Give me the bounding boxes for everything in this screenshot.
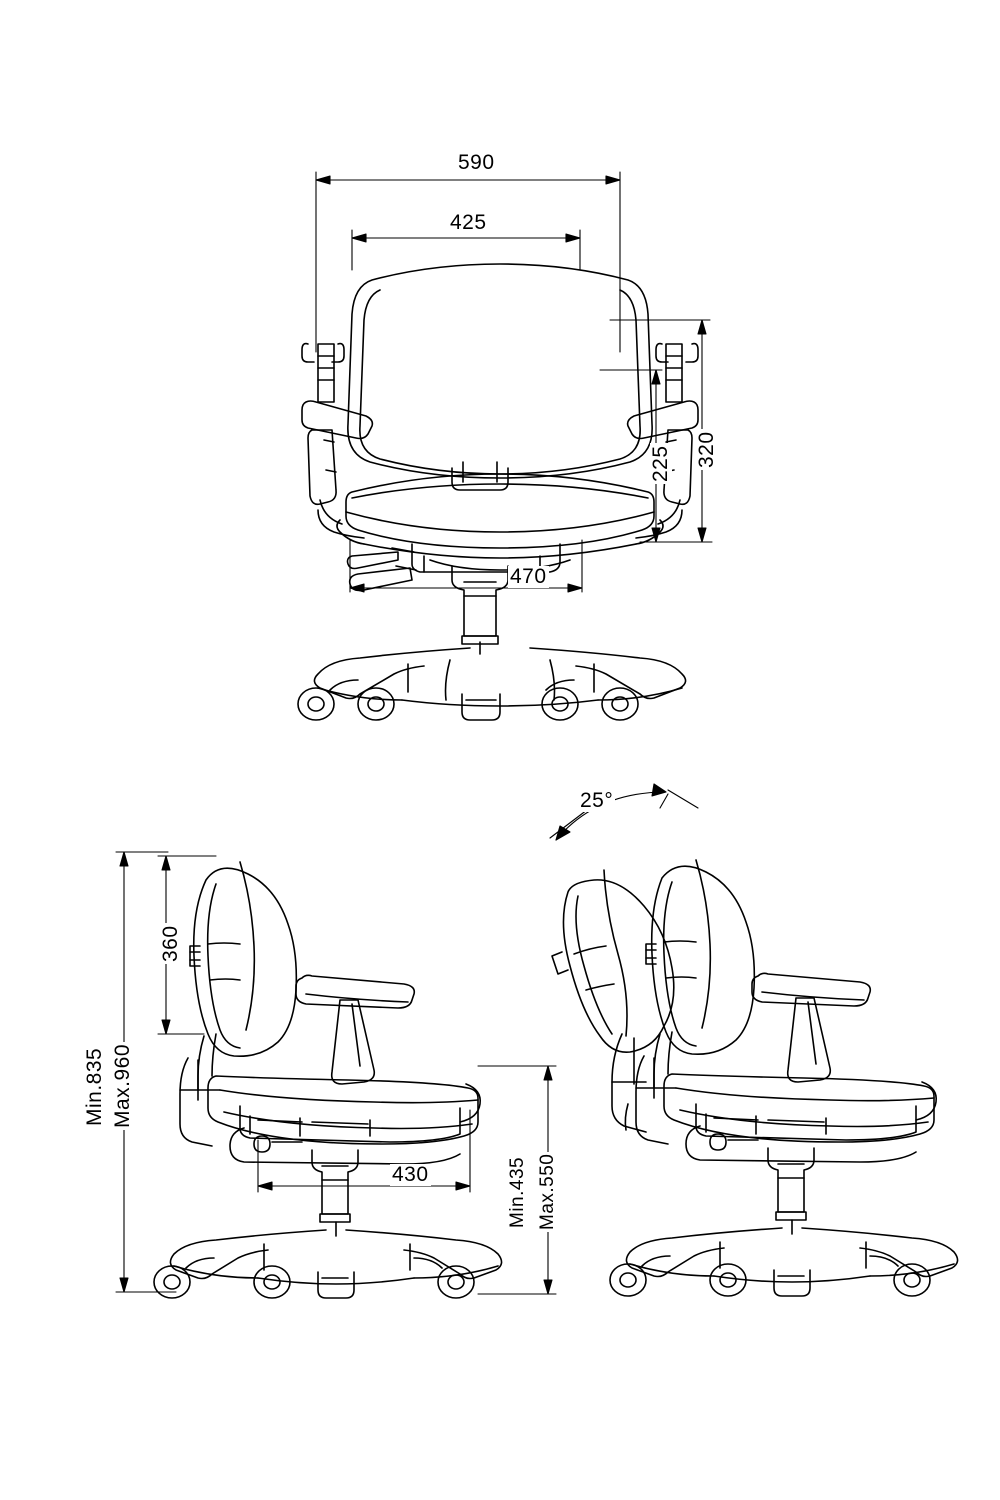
- dimension-side-seat-height-max: Max.550: [537, 1153, 558, 1230]
- dimension-side-overall-height-max: Max.960: [111, 1043, 134, 1128]
- front-view-dimension-lines: [316, 172, 712, 592]
- dimension-front-backrest-width: 425: [450, 211, 487, 234]
- tilt-view-chair: [552, 860, 958, 1296]
- dimension-front-overall-width: 590: [458, 151, 495, 174]
- side-view-chair: [154, 862, 502, 1298]
- dimension-side-overall-height-min: Min.835: [83, 1047, 106, 1126]
- front-view-chair: [298, 264, 698, 720]
- dimension-front-armrest-height-max: 320: [695, 431, 718, 468]
- dimension-side-seat-depth: 430: [392, 1163, 429, 1186]
- tilt-angle-dimension: [550, 784, 698, 840]
- dimension-front-seat-width: 470: [510, 565, 547, 588]
- dimension-front-armrest-height-min: 225: [649, 445, 672, 482]
- dimension-side-seat-height-min: Min.435: [507, 1156, 528, 1228]
- dimension-side-backrest-height: 360: [159, 925, 182, 962]
- dimension-tilt-angle: 25°: [580, 789, 614, 812]
